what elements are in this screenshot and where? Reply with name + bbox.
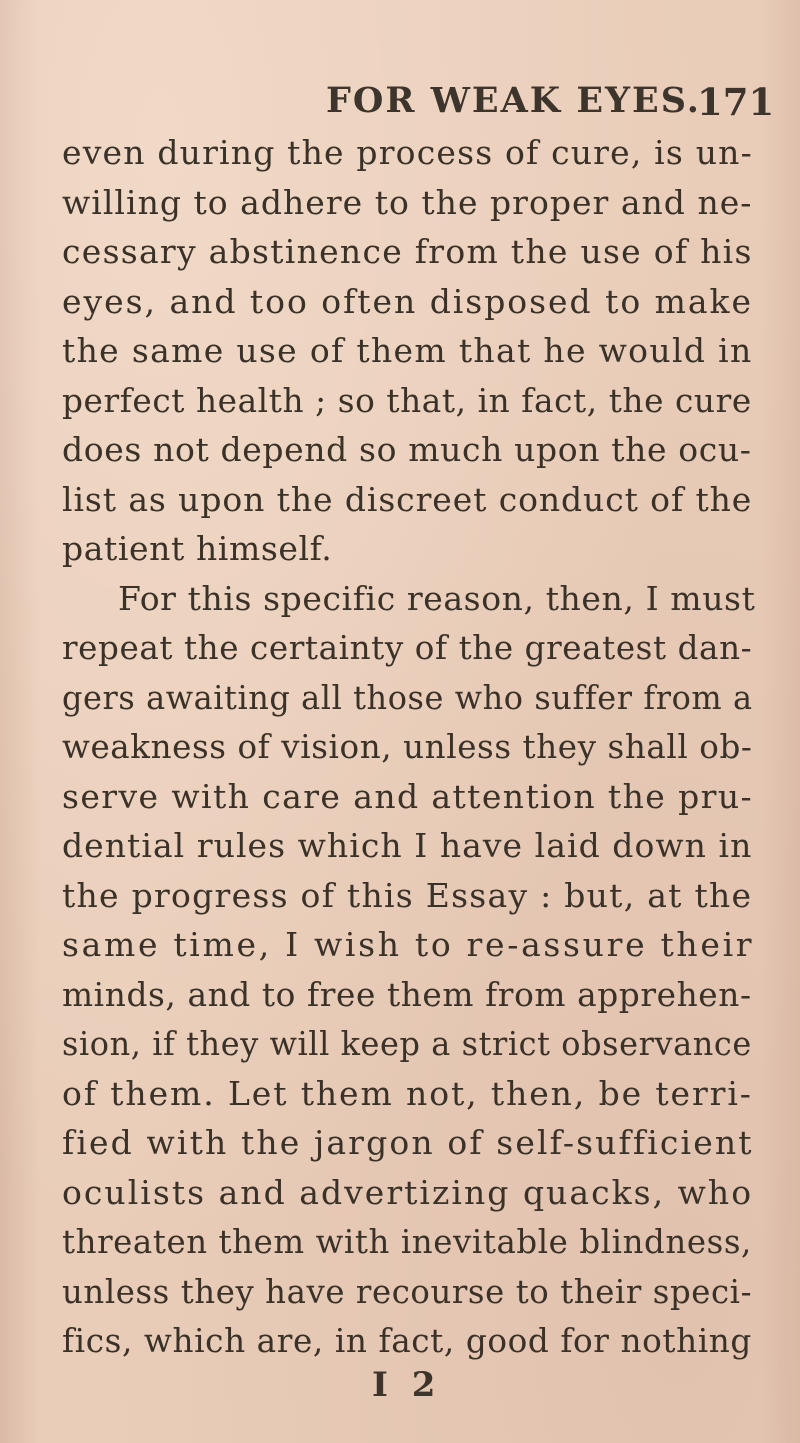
text-line: cessary abstinence from the use of his xyxy=(62,232,753,271)
text-line: fied with the jargon of self-sufficient xyxy=(62,1123,754,1162)
text-line: unless they have recourse to their speci- xyxy=(62,1271,753,1311)
text-line: serve with care and attention the pru- xyxy=(62,776,754,816)
text-line: gers awaiting all those who suffer from a xyxy=(62,677,753,717)
running-title: FOR WEAK EYES. xyxy=(326,80,701,121)
text-line: list as upon the discreet conduct of the xyxy=(62,479,753,519)
text-line: threaten them with inevitable blindness, xyxy=(62,1222,752,1261)
text-line: willing to adhere to the proper and ne- xyxy=(62,182,753,222)
text-line: sion, if they will keep a strict observance xyxy=(62,1024,752,1063)
text-line: dential rules which I have laid down in xyxy=(62,826,753,865)
text-line: patient himself. xyxy=(62,529,333,568)
text-line: fics, which are, in fact, good for nothing xyxy=(62,1321,752,1360)
text-line: of them. Let them not, then, be terri- xyxy=(62,1073,753,1113)
text-line: minds, and to free them from apprehen- xyxy=(62,974,752,1014)
text-line: oculists and advertizing quacks, who xyxy=(62,1172,754,1212)
text-line: weakness of vision, unless they shall ob- xyxy=(62,727,753,766)
signature-mark: I 2 xyxy=(372,1365,442,1405)
text-line: For this specific reason, then, I must xyxy=(118,578,756,618)
text-line: the progress of this Essay : but, at the xyxy=(62,875,753,915)
text-line: even during the process of cure, is un- xyxy=(62,133,753,172)
page-number: 171 xyxy=(697,80,775,124)
text-line: eyes, and too often disposed to make xyxy=(62,281,754,321)
text-line: the same use of them that he would in xyxy=(62,331,753,370)
text-line: same time, I wish to re-assure their xyxy=(62,925,755,964)
text-line: perfect health ; so that, in fact, the cure xyxy=(62,380,752,420)
text-line: does not depend so much upon the ocu- xyxy=(62,430,752,469)
text-line: repeat the certainty of the greatest dan- xyxy=(62,628,753,667)
